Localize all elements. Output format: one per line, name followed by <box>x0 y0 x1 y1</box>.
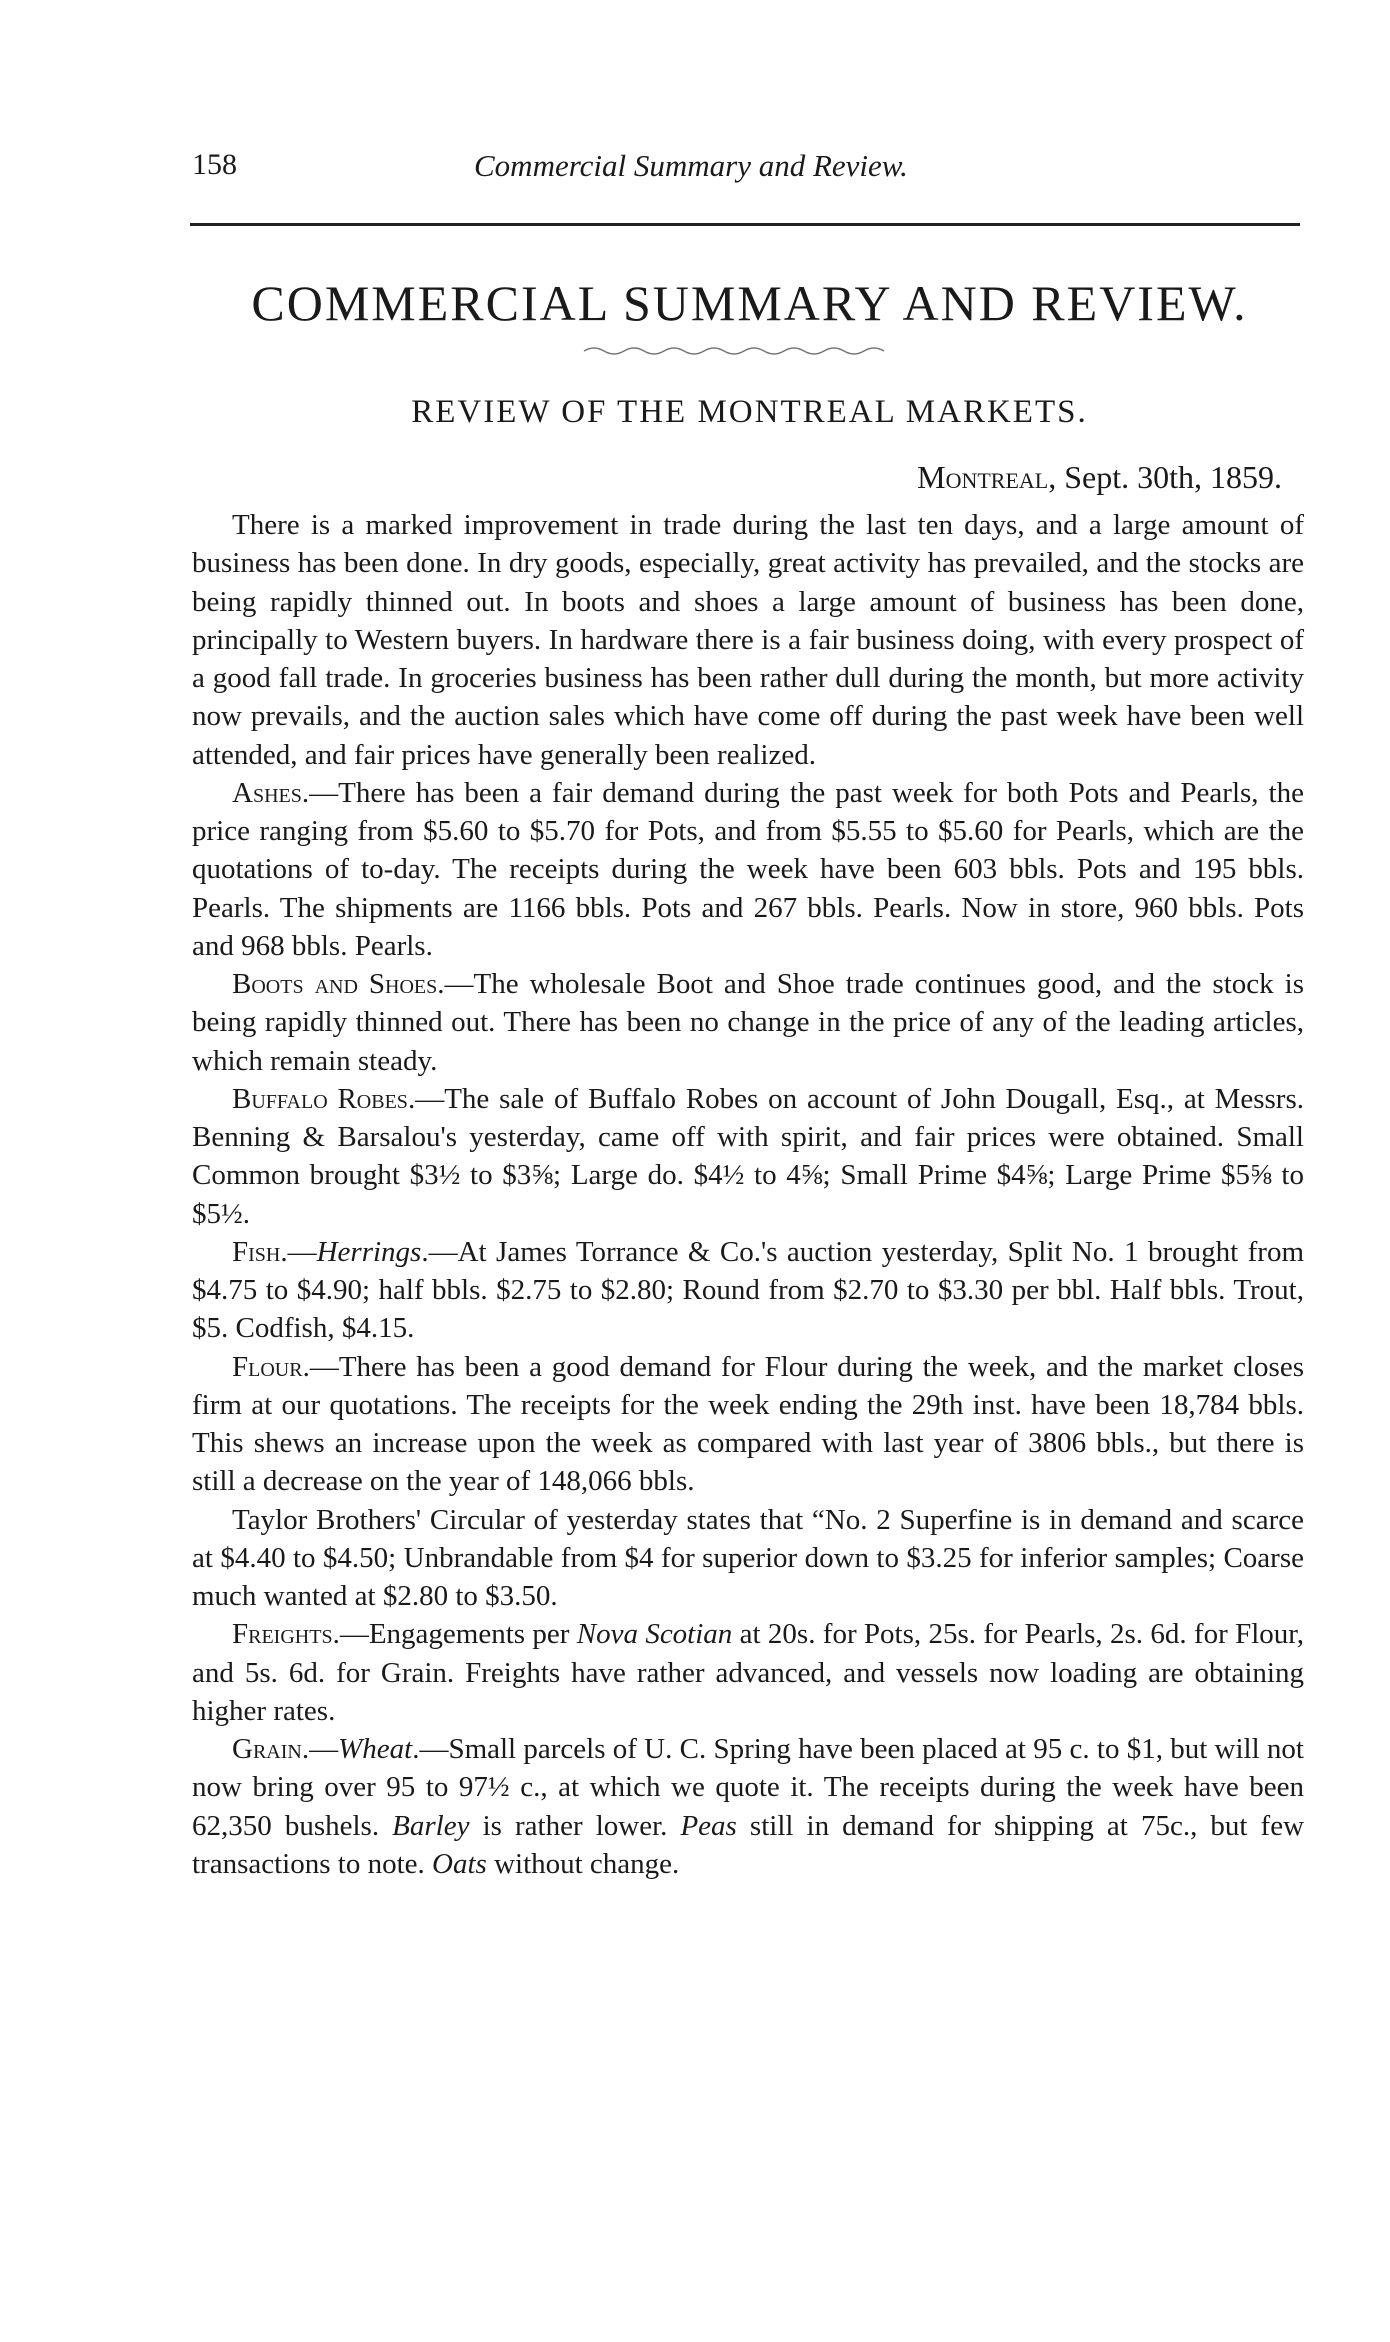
grain-oats: Oats <box>432 1847 487 1880</box>
freights-pre: .—Engagements per <box>332 1618 577 1651</box>
dateline <box>917 455 1282 499</box>
buffalo-text: .—The sale of Buffalo Robes on account of John Dougall, Esq., at Messrs. Benning & Barsalou's yesterday, came off with spirit, and fair prices were obtained. Small Common brought $3½ to $3⅝; Large do. $4½ to 4⅝; Small Prime $4⅝; Large Prime $5⅝ to $5½. <box>192 1082 1304 1230</box>
paragraph-taylor-circular: Taylor Brothers' Circular of yesterday states that “No. 2 Superfine is in demand and scarce at $4.40 to $4.50; Unbrandable from $4 for superior down to $3.25 for inferior samples; Coarse much wanted at $2.80 to $3.50. <box>192 1503 1304 1612</box>
fish-heading: Fish <box>232 1235 281 1268</box>
flour-text: .—There has been a good demand for Flour during the week, and the market closes firm at our quotations. The receipts for the week ending the 29th inst. have been 18,784 bbls. This shews an increase upon the week as compared with last year of 3806 bbls., but there is still a decrease on the year of 148,066 bbls. <box>192 1350 1304 1498</box>
ornament-divider <box>582 343 892 359</box>
section-title: REVIEW OF THE MONTREAL MARKETS. <box>411 394 1088 430</box>
paragraph-grain <box>192 1730 1304 1883</box>
fish-dash: .— <box>280 1235 317 1268</box>
paragraph-intro: There is a marked improvement in trade during the last ten days, and a large amount of business has been done. In dry goods, especially, great activity has prevailed, and the stocks are being rapidly thinned out. In boots and shoes a large amount of business has been done, principally to Western buyers. In hardware there is a fair business doing, with every prospect of a good fall trade. In groceries business has been rather dull during the month, but more activity now prevails, and the auction sales which have come off during the past week have been well attended, and fair prices have generally been realized. <box>192 509 1304 771</box>
boots-heading: Boots and Shoes <box>232 968 438 1000</box>
paragraph-freights <box>192 1615 1304 1730</box>
freights-text: at 20s. for Pots, 25s. for Pearls, 2s. 6d. for Flour, and 5s. 6d. for Grain. Freights have rather advanced, and vessels now loading are obtaining higher rates. <box>192 1618 1304 1727</box>
freights-vessel: Nova Scotian <box>576 1618 733 1651</box>
grain-text4: without change. <box>486 1847 680 1880</box>
page-number: 158 <box>192 148 237 181</box>
paragraph-boots-and-shoes <box>192 965 1304 1080</box>
flour-heading: Flour <box>232 1350 303 1383</box>
paragraph-ashes <box>192 774 1304 965</box>
boots-text: .—The wholesale Boot and Shoe trade continues good, and the stock is being rapidly thinned out. There has been no change in the price of any of the leading articles, which remain steady. <box>192 968 1304 1077</box>
grain-text3: still in demand for shipping at 75c., but few transactions to note. <box>192 1809 1305 1880</box>
article-title: COMMERCIAL SUMMARY AND REVIEW. <box>251 275 1248 331</box>
fish-text: .—At James Torrance & Co.'s auction yesterday, Split No. 1 brought from $4.75 to $4.90; half bbls. $2.75 to $2.80; Round from $2.70 to $3.30 per bbl. Half bbls. Trout, $5. Codfish, $4.15. <box>192 1235 1304 1345</box>
grain-barley: Barley <box>392 1809 470 1842</box>
freights-heading: Freights <box>232 1618 333 1651</box>
grain-wheat: Wheat <box>338 1733 413 1765</box>
grain-peas: Peas <box>680 1809 737 1842</box>
paragraph-fish <box>192 1233 1304 1348</box>
grain-text2: is rather lower. <box>469 1809 681 1842</box>
ashes-heading: Ashes <box>232 776 302 809</box>
header-rule <box>190 223 1300 226</box>
fish-item: Herrings <box>316 1235 422 1268</box>
grain-text1: .—Small parcels of U. C. Spring have been placed at 95 c. to $1, but will not now bring over 95 to 97½ c., at which we quote it. The receipts during the week have been 62,350 bushels. <box>192 1733 1304 1842</box>
article-body <box>192 506 1304 1883</box>
running-head <box>192 148 1077 194</box>
grain-heading: Grain <box>232 1733 302 1765</box>
dateline-place: Montreal <box>917 459 1049 495</box>
dateline-date: , Sept. 30th, 1859. <box>1048 459 1282 495</box>
grain-dash: .— <box>301 1733 339 1765</box>
buffalo-heading: Buffalo Robes <box>232 1082 408 1115</box>
paragraph-buffalo-robes <box>192 1080 1304 1233</box>
paragraph-flour <box>192 1348 1304 1501</box>
ashes-text: .—There has been a fair demand during the past week for both Pots and Pearls, the price ranging from $5.60 to $5.70 for Pots, and from $5.55 to $5.60 for Pearls, which are the quotations of to-day. The receipts during the week have been 603 bbls. Pots and 195 bbls. Pearls. The shipments are 1166 bbls. Pots and 267 bbls. Pearls. Now in store, 960 bbls. Pots and 968 bbls. Pearls. <box>192 776 1304 962</box>
running-title: Commercial Summary and Review. <box>474 148 908 183</box>
